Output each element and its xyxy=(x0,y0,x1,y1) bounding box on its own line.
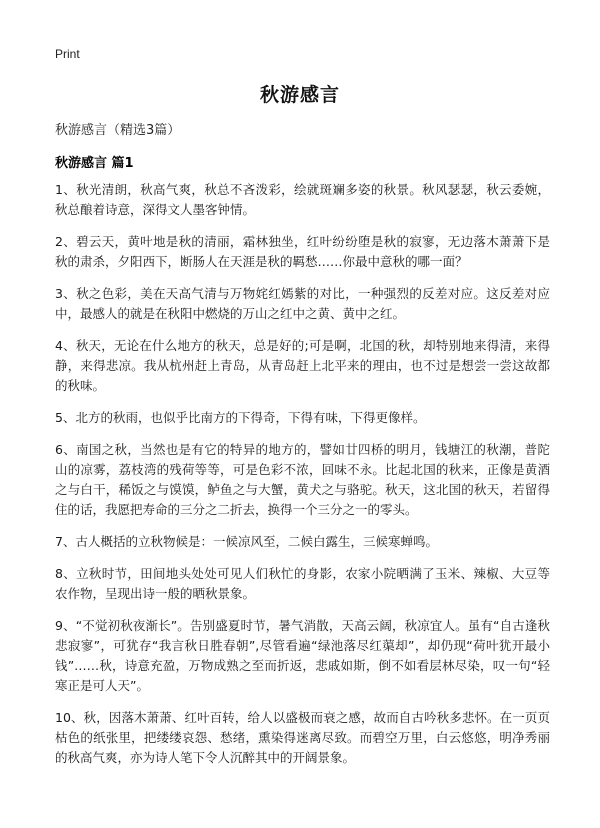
list-item: 1、秋光清朗，秋高气爽，秋总不吝泼彩，绘就斑斓多姿的秋景。秋风瑟瑟，秋云委婉，秋总酿着诗意，深得文人墨客钟情。 xyxy=(55,182,550,217)
page-title: 秋游感言 xyxy=(259,84,340,106)
item-list xyxy=(55,180,550,780)
list-item: 10、秋，因落木萧萧、红叶百转，给人以盛极而衰之感，故而自古吟秋多悲怀。在一页页枯色的纸张里，把缕缕哀怨、愁绪，熏染得迷离尽致。而碧空万里，白云悠悠，明净秀丽的秋高气爽，亦为诗人笔下令人沉醉其中的开阔景象。 xyxy=(55,710,550,765)
section-heading: 秋游感言 篇1 xyxy=(55,156,134,171)
list-item: 9、“不觉初秋夜渐长”。告别盛夏时节，暑气消散，天高云阔，秋凉宜人。虽有“自古逢秋悲寂寥”，可犹存“我言秋日胜春朝”,尽管看遍“绿池落尽红蕖却”，却仍现“荷叶犹开最小钱”……秋，诗意充盈，万物成熟之至而折返，悲戚如斯，倒不如看层林尽染，叹一句“轻寒正是可人天”。 xyxy=(55,618,550,693)
print-label[interactable]: Print xyxy=(55,47,80,61)
list-item: 6、南国之秋，当然也是有它的特异的地方的，譬如廿四桥的明月，钱塘江的秋潮，普陀山的凉雾，荔枝湾的残荷等等，可是色彩不浓，回味不永。比起北国的秋来，正像是黄酒之与白干，稀饭之与馍馍，鲈鱼之与大蟹，黄犬之与骆驼。秋天，这北国的秋天，若留得住的话，我愿把寿命的三分之二折去，换得一个三分之一的零头。 xyxy=(55,442,550,517)
list-item: 5、北方的秋雨，也似乎比南方的下得奇，下得有味，下得更像样。 xyxy=(55,410,426,425)
list-item: 4、秋天，无论在什么地方的秋天，总是好的;可是啊，北国的秋，却特别地来得清，来得静，来得悲凉。我从杭州赶上青岛，从青岛赶上北平来的理由，也不过是想尝一尝这故都的秋味。 xyxy=(55,338,550,393)
list-item: 3、秋之色彩，美在天高气清与万物姹红嫣紫的对比，一种强烈的反差对应。这反差对应中，最感人的就是在秋阳中燃烧的万山之红中之黄、黄中之红。 xyxy=(55,286,550,321)
document-subtitle: 秋游感言（精选3篇） xyxy=(55,123,181,138)
list-item: 2、碧云天，黄叶地是秋的清丽，霜林独坐，红叶纷纷堕是秋的寂寥，无边落木萧萧下是秋的肃杀，夕阳西下，断肠人在天涯是秋的羁愁……你最中意秋的哪一面？ xyxy=(55,234,550,269)
list-item: 7、古人概括的立秋物候是：一候凉风至，二候白露生，三候寒蝉鸣。 xyxy=(55,534,438,549)
list-item: 8、立秋时节，田间地头处处可见人们秋忙的身影，农家小院晒满了玉米、辣椒、大豆等农作物，呈现出诗一般的晒秋景象。 xyxy=(55,566,550,601)
